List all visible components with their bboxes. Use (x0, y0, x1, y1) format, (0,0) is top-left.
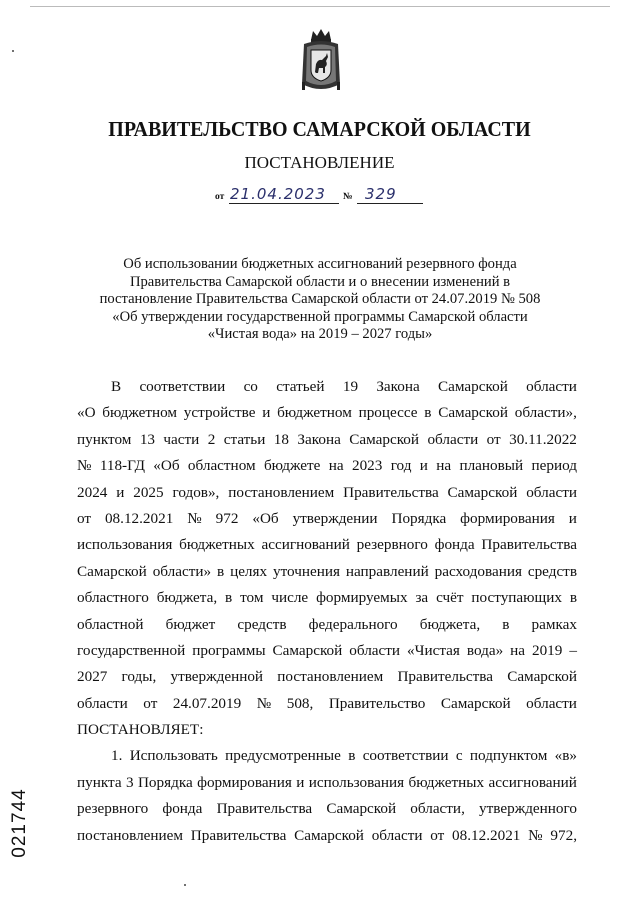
word: области» (152, 562, 212, 580)
word: соответствии (362, 747, 449, 765)
word: вода» (466, 641, 504, 659)
body-line (77, 483, 577, 509)
word: Самарской (507, 668, 577, 686)
number-underline (357, 203, 423, 204)
word: области (371, 826, 423, 844)
word: от (77, 509, 92, 527)
word: «Об (153, 457, 180, 475)
word: бюджета, (156, 589, 218, 607)
word: и (262, 404, 271, 422)
word: постановлением (228, 483, 335, 501)
word: бюджетных (179, 536, 255, 554)
word: постановлением (277, 668, 384, 686)
word: области (526, 378, 577, 395)
scan-speck (184, 884, 186, 886)
word: Правительства (190, 826, 287, 844)
government-title: ПРАВИТЕЛЬСТВО САМАРСКОЙ ОБЛАСТИ (108, 117, 531, 141)
word: направлений (345, 562, 429, 580)
word: 18 (273, 430, 289, 448)
word: бюджетном (277, 404, 352, 422)
word: 972 (215, 509, 239, 527)
word: в (348, 747, 356, 765)
document-type: ПОСТАНОВЛЕНИЕ (244, 153, 395, 172)
word: пункта (77, 773, 122, 791)
word: государственной (77, 641, 186, 659)
number-value: 329 (365, 185, 397, 203)
word: области (526, 483, 577, 501)
word: 508, (286, 694, 314, 712)
word: от (430, 826, 445, 844)
number-label: № (343, 192, 353, 202)
word: программы (192, 641, 266, 659)
body-line (77, 694, 577, 720)
body-line (77, 535, 577, 561)
date-label: от (215, 192, 225, 202)
word: формирования (460, 509, 555, 527)
word: от (143, 694, 158, 712)
word: 19 (342, 378, 359, 395)
word: «в» (554, 747, 577, 765)
word: годов», (172, 483, 220, 501)
word: Самарской (438, 404, 508, 422)
word: пунктом (77, 430, 132, 448)
body-line (77, 615, 577, 641)
word: 972, (550, 826, 577, 844)
word: плановый (459, 457, 524, 475)
word: Самарской (440, 694, 511, 712)
body-line (77, 667, 577, 693)
word: уточнения (273, 562, 340, 580)
body-line (77, 562, 577, 588)
word: за (415, 589, 429, 607)
body-line (77, 377, 577, 403)
date-value: 21.04.2023 (230, 185, 326, 203)
word: № (187, 509, 202, 527)
body-line (77, 773, 577, 799)
word: ассигнований (488, 773, 577, 791)
subject-line: «Чистая вода» на 2019 – 2027 годы» (207, 326, 433, 342)
document-subject (70, 256, 570, 344)
word: резервного (77, 800, 149, 818)
word: 24.07.2019 (172, 694, 242, 712)
word: Самарской (349, 430, 420, 448)
word: резервного (356, 536, 428, 554)
body-line (77, 430, 577, 456)
word: год (390, 457, 412, 475)
word: Правительства (481, 536, 577, 554)
word: Самарской (294, 826, 364, 844)
word: статьи (223, 430, 266, 448)
word: на (436, 457, 452, 475)
word: целях (230, 562, 268, 580)
word: Самарской (272, 641, 343, 659)
word: 2019 (531, 641, 563, 659)
body-line (77, 456, 577, 482)
word: бюджета, (419, 615, 481, 633)
scan-top-edge (30, 6, 610, 7)
word: «Чистая (407, 641, 460, 659)
word: областной (77, 615, 144, 633)
word: 30.11.2022 (509, 430, 577, 448)
word: 2024 (77, 483, 108, 501)
body-line (77, 641, 577, 667)
word: том (240, 589, 264, 607)
word: и (568, 509, 577, 527)
body-line (77, 509, 577, 535)
word: формируемых (316, 589, 408, 607)
word: области», (514, 404, 577, 422)
body-line (77, 403, 577, 429)
registration-number (10, 778, 30, 868)
word: Самарской (326, 800, 397, 818)
word: Правительство (328, 694, 426, 712)
word: Самарской (438, 378, 508, 395)
body-line (77, 799, 577, 825)
body-line (77, 826, 577, 852)
word: от (486, 430, 501, 448)
word: формирования (197, 773, 292, 791)
word: Самарской (447, 483, 518, 501)
word: с (455, 747, 463, 765)
word: Самарской (77, 562, 147, 580)
word: счёт (436, 589, 464, 607)
word: 08.12.2021 (104, 509, 174, 527)
word: период (531, 457, 577, 475)
word: «О (77, 404, 96, 422)
word: № (256, 694, 272, 712)
word: и (419, 457, 428, 475)
word: в (502, 615, 510, 633)
word: в (225, 589, 233, 607)
word: 2027 (77, 668, 108, 686)
word: на (328, 457, 344, 475)
word: области, (410, 800, 465, 818)
word: в (569, 589, 577, 607)
word: бюджете (263, 457, 321, 475)
word: 2 (207, 430, 216, 448)
body-line (77, 588, 577, 614)
date-underline (229, 203, 339, 204)
word: Правительства (397, 668, 494, 686)
word: со (243, 378, 258, 395)
word: использования (308, 773, 405, 791)
word: использования (77, 536, 173, 554)
word: процессе (358, 404, 418, 422)
word: фонда (162, 800, 203, 818)
word: Закона (297, 430, 341, 448)
word: бюджет (165, 615, 216, 633)
word: фонда (434, 536, 475, 554)
word: утвержденного (479, 800, 577, 818)
word: – (569, 641, 577, 659)
word: № (77, 457, 92, 475)
word: соответствии (139, 378, 226, 395)
word: 2023 (351, 457, 383, 475)
word: устройстве (183, 404, 256, 422)
word: бюджетных (408, 773, 485, 791)
word: Правительства (216, 800, 313, 818)
word: рамках (531, 615, 577, 633)
body-line (77, 746, 577, 772)
word: средств (527, 562, 577, 580)
word: Использовать (129, 747, 218, 765)
word: федерального (308, 615, 398, 633)
word: области (349, 641, 401, 659)
word: области (427, 430, 479, 448)
subject-line: постановление Правительства Самарской области от 24.07.2019 № 508 (99, 291, 541, 307)
word: расходования (434, 562, 522, 580)
word: области (526, 694, 577, 712)
word: на (510, 641, 526, 659)
document-date-number (215, 185, 435, 209)
word: ассигнований (261, 536, 350, 554)
word: подпунктом (469, 747, 548, 765)
word: № (528, 826, 543, 844)
word: 08.12.2021 (452, 826, 521, 844)
word: статьей (276, 378, 325, 395)
subject-line: «Об утверждении государственной программы Самарской области (112, 308, 528, 325)
samara-coat-of-arms-icon (298, 26, 344, 96)
word: числе (271, 589, 309, 607)
word: Порядка (137, 773, 193, 791)
word: областном (187, 457, 256, 475)
document-body (77, 377, 577, 852)
word: 13 (139, 430, 155, 448)
word: «Об (252, 509, 279, 527)
word: части (163, 430, 200, 448)
subject-line: Об использовании бюджетных ассигнований резервного фонда (123, 256, 517, 272)
word: утвержденной (170, 668, 264, 686)
word: в (424, 404, 432, 422)
word: 2025 (133, 483, 164, 501)
word: области (77, 694, 128, 712)
word: средств (237, 615, 287, 633)
body-line-decree: ПОСТАНОВЛЯЕТ: (77, 721, 204, 739)
word: В (111, 378, 122, 395)
word: областного (77, 589, 149, 607)
scan-speck (12, 50, 14, 52)
word: 118-ГД (99, 457, 145, 475)
word: утверждении (292, 509, 378, 527)
word: предусмотренные (225, 747, 341, 765)
word: поступающих (471, 589, 562, 607)
word: и (296, 773, 305, 791)
word: постановлением (77, 826, 184, 844)
word: и (116, 483, 125, 501)
word: Закона (376, 378, 420, 395)
word: 1. (111, 747, 123, 765)
word: в (216, 562, 225, 580)
registration-number-text: 021744 (9, 788, 30, 858)
word: 3 (125, 773, 134, 791)
word: бюджетном (102, 404, 178, 422)
word: годы, (121, 668, 157, 686)
subject-line: Правительства Самарской области и о внесении изменений в (129, 273, 511, 290)
word: Правительства (343, 483, 439, 501)
word: Порядка (391, 509, 447, 527)
